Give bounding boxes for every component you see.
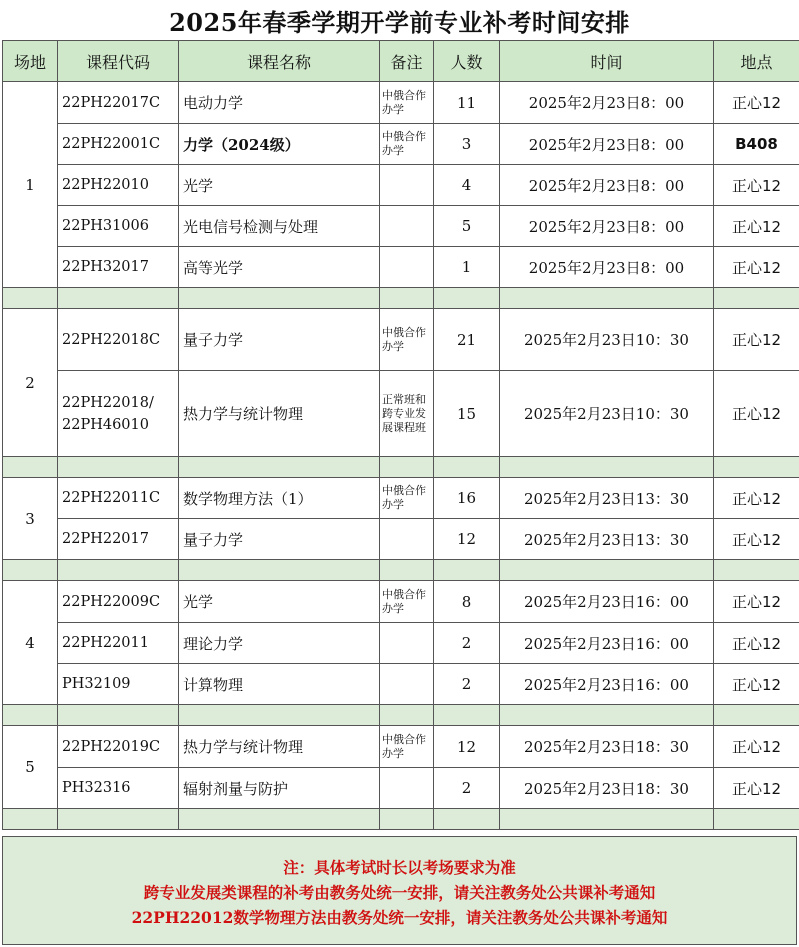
course-code-cell: 22PH22009C (58, 581, 179, 623)
place-cell: 正心12 (714, 309, 799, 371)
note-cell: 中俄合作办学 (380, 478, 434, 519)
time-cell: 2025年2月23日8：00 (500, 124, 714, 165)
time-cell: 2025年2月23日8：00 (500, 82, 714, 124)
course-code-cell: 22PH22018/ 22PH46010 (58, 371, 179, 457)
table-row (3, 519, 799, 560)
course-name-cell: 力学（2024级） (179, 124, 380, 165)
place-cell: 正心12 (714, 371, 799, 457)
course-code-cell: 22PH31006 (58, 206, 179, 247)
header-note: 备注 (380, 41, 434, 82)
time-cell: 2025年2月23日18：30 (500, 726, 714, 768)
course-name-cell: 量子力学 (179, 519, 380, 560)
count-cell: 2 (434, 623, 500, 664)
footer-note-line: 注：具体考试时长以考场要求为准 (283, 858, 516, 877)
place-cell: 正心12 (714, 247, 799, 288)
course-name-cell: 高等光学 (179, 247, 380, 288)
group-separator (3, 457, 799, 478)
course-code-cell: 22PH22011 (58, 623, 179, 664)
page-title: 2025年春季学期开学前专业补考时间安排 (169, 7, 630, 37)
place-cell: 正心12 (714, 768, 799, 809)
time-cell: 2025年2月23日10：30 (500, 371, 714, 457)
table-row (3, 247, 799, 288)
site-cell: 1 (3, 82, 58, 288)
table-row (3, 309, 799, 371)
time-cell: 2025年2月23日10：30 (500, 309, 714, 371)
note-cell (380, 519, 434, 560)
count-cell: 4 (434, 165, 500, 206)
site-cell: 2 (3, 309, 58, 457)
course-name-cell: 计算物理 (179, 664, 380, 705)
count-cell: 16 (434, 478, 500, 519)
header-course-code: 课程代码 (58, 41, 179, 82)
note-cell (380, 247, 434, 288)
group-separator (3, 705, 799, 726)
table-row (3, 206, 799, 247)
count-cell: 21 (434, 309, 500, 371)
header-count: 人数 (434, 41, 500, 82)
course-name-cell: 光学 (179, 581, 380, 623)
course-name-cell: 量子力学 (179, 309, 380, 371)
course-code-cell: 22PH22018C (58, 309, 179, 371)
footer-note-line: 22PH22012数学物理方法由教务处统一安排，请关注教务处公共课补考通知 (131, 908, 668, 927)
exam-schedule-table (2, 40, 799, 830)
table-row (3, 768, 799, 809)
footer-note-line: 跨专业发展类课程的补考由教务处统一安排，请关注教务处公共课补考通知 (143, 883, 656, 902)
time-cell: 2025年2月23日16：00 (500, 581, 714, 623)
time-cell: 2025年2月23日16：00 (500, 623, 714, 664)
count-cell: 1 (434, 247, 500, 288)
count-cell: 3 (434, 124, 500, 165)
site-cell: 5 (3, 726, 58, 809)
note-cell: 中俄合作办学 (380, 581, 434, 623)
place-cell: 正心12 (714, 664, 799, 705)
course-name-cell: 热力学与统计物理 (179, 726, 380, 768)
course-code-cell: 22PH22011C (58, 478, 179, 519)
count-cell: 2 (434, 664, 500, 705)
group-separator (3, 288, 799, 309)
group-separator (3, 560, 799, 581)
course-name-cell: 数学物理方法（1） (179, 478, 380, 519)
course-code-cell: 22PH22017 (58, 519, 179, 560)
place-cell: 正心12 (714, 478, 799, 519)
count-cell: 5 (434, 206, 500, 247)
course-name-cell: 光学 (179, 165, 380, 206)
place-cell: 正心12 (714, 623, 799, 664)
note-cell: 中俄合作办学 (380, 309, 434, 371)
place-cell: 正心12 (714, 165, 799, 206)
time-cell: 2025年2月23日16：00 (500, 664, 714, 705)
place-cell: B408 (714, 124, 799, 165)
course-name-cell: 光电信号检测与处理 (179, 206, 380, 247)
course-name-cell: 辐射剂量与防护 (179, 768, 380, 809)
count-cell: 12 (434, 519, 500, 560)
table-row (3, 124, 799, 165)
note-cell (380, 165, 434, 206)
note-cell (380, 768, 434, 809)
course-name-cell: 电动力学 (179, 82, 380, 124)
course-code-cell: 22PH22017C (58, 82, 179, 124)
table-row (3, 623, 799, 664)
course-code-cell: 22PH22010 (58, 165, 179, 206)
header-place: 地点 (714, 41, 799, 82)
time-cell: 2025年2月23日8：00 (500, 165, 714, 206)
count-cell: 12 (434, 726, 500, 768)
course-code-cell: 22PH22001C (58, 124, 179, 165)
site-cell: 3 (3, 478, 58, 560)
footer-notes (2, 836, 797, 945)
table-row (3, 664, 799, 705)
time-cell: 2025年2月23日8：00 (500, 206, 714, 247)
note-cell (380, 623, 434, 664)
note-cell: 中俄合作办学 (380, 726, 434, 768)
course-code-cell: PH32109 (58, 664, 179, 705)
header-course-name: 课程名称 (179, 41, 380, 82)
group-separator (3, 809, 799, 830)
header-site: 场地 (3, 41, 58, 82)
time-cell: 2025年2月23日13：30 (500, 519, 714, 560)
table-row (3, 726, 799, 768)
note-cell: 中俄合作办学 (380, 124, 434, 165)
place-cell: 正心12 (714, 581, 799, 623)
place-cell: 正心12 (714, 206, 799, 247)
course-code-cell: 22PH32017 (58, 247, 179, 288)
header-time: 时间 (500, 41, 714, 82)
count-cell: 11 (434, 82, 500, 124)
table-row (3, 581, 799, 623)
note-cell: 中俄合作办学 (380, 82, 434, 124)
time-cell: 2025年2月23日13：30 (500, 478, 714, 519)
table-row (3, 478, 799, 519)
table-header-row (3, 41, 799, 82)
place-cell: 正心12 (714, 82, 799, 124)
place-cell: 正心12 (714, 519, 799, 560)
course-name-cell: 热力学与统计物理 (179, 371, 380, 457)
count-cell: 8 (434, 581, 500, 623)
table-row (3, 165, 799, 206)
course-code-cell: PH32316 (58, 768, 179, 809)
note-cell: 正常班和跨专业发展课程班 (380, 371, 434, 457)
place-cell: 正心12 (714, 726, 799, 768)
table-row (3, 371, 799, 457)
count-cell: 2 (434, 768, 500, 809)
course-name-cell: 理论力学 (179, 623, 380, 664)
note-cell (380, 664, 434, 705)
site-cell: 4 (3, 581, 58, 705)
time-cell: 2025年2月23日18：30 (500, 768, 714, 809)
count-cell: 15 (434, 371, 500, 457)
course-code-cell: 22PH22019C (58, 726, 179, 768)
table-row (3, 82, 799, 124)
note-cell (380, 206, 434, 247)
time-cell: 2025年2月23日8：00 (500, 247, 714, 288)
